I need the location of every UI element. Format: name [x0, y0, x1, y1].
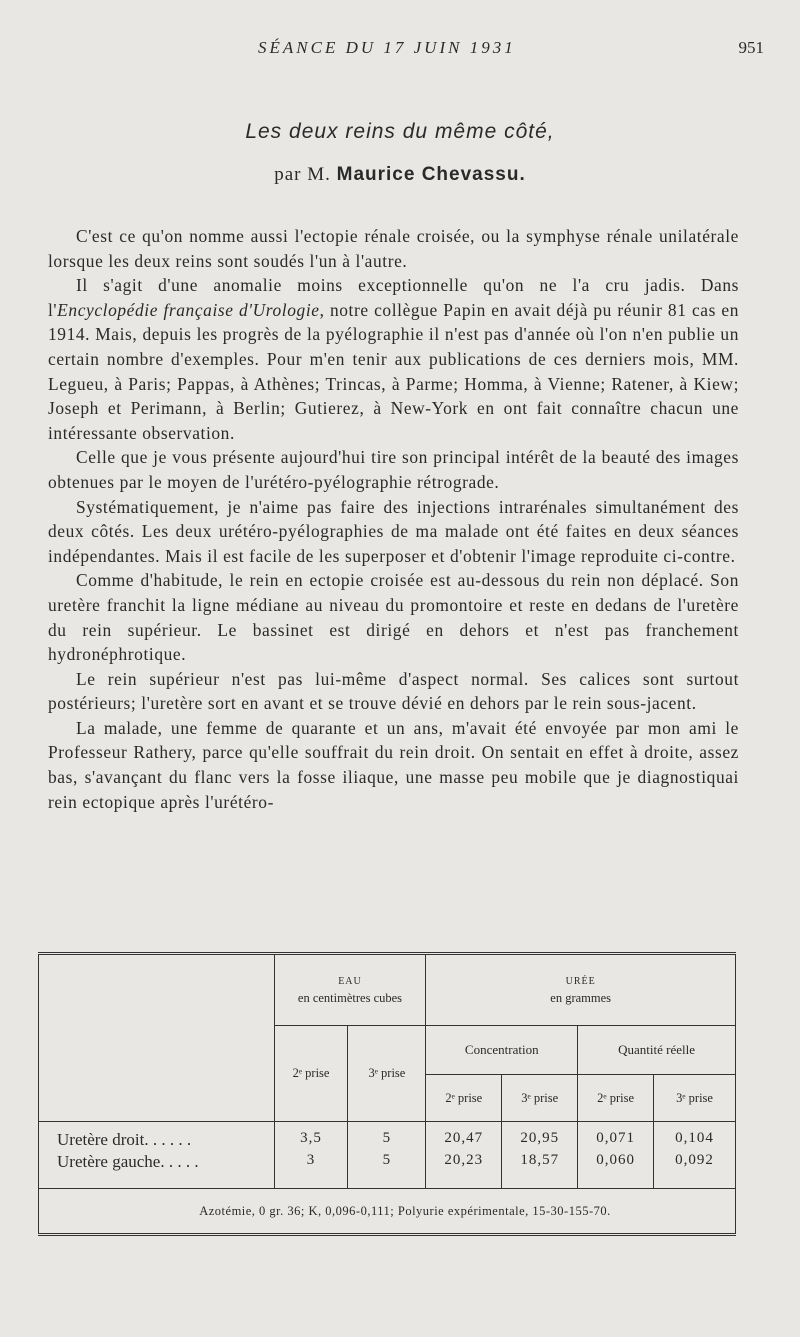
cell-quant-2: 0,060 [578, 1152, 654, 1174]
header-quant-prise2: 2ᵉ prise [578, 1075, 654, 1122]
header-uree [426, 954, 736, 1026]
paragraph-4: Systématiquement, je n'aime pas faire des injections intrarénales simultanément des deux côtés. Les deux urétéro-pyélographies de ma malade ont été faites en deux séances indépendantes. Mais il est facile de les superposer et d'obtenir l'image reproduite ci-contre. [48, 496, 739, 566]
table-pad-row [39, 1174, 736, 1189]
header-quant-prise3: 3ᵉ prise [654, 1075, 736, 1122]
table-footnote: Azotémie, 0 gr. 36; K, 0,096-0,111; Polyurie expérimentale, 15-30-155-70. [39, 1189, 736, 1235]
encyclopedia-title: Encyclopédie française d'Urologie [57, 299, 320, 320]
cell-eau-3: 5 [348, 1122, 426, 1153]
header-conc-prise2: 2ᵉ prise [426, 1075, 502, 1122]
results-table [38, 952, 736, 1236]
header-quantite: Quantité réelle [578, 1026, 736, 1075]
author-name: Maurice Chevassu. [336, 164, 526, 185]
header-eau-title: EAU [338, 976, 362, 987]
cell-eau-3: 5 [348, 1152, 426, 1174]
cell-conc-2: 20,47 [426, 1122, 502, 1153]
paragraph-3: Celle que je vous présente aujourd'hui tire son principal intérêt de la beauté des images obtenues par le moyen de l'urétéro-pyélographie rétrograde. [48, 447, 739, 492]
article-title: Les deux reins du même côté, [245, 120, 555, 143]
paragraph-2 [48, 273, 739, 445]
table-row [39, 1122, 736, 1153]
row-label: Uretère gauche. . . . . [39, 1152, 275, 1174]
header-eau [274, 954, 426, 1026]
header-blank-cell [39, 954, 275, 1122]
article-body [48, 224, 739, 814]
results-table-wrap [38, 952, 736, 1242]
cell-eau-2: 3 [274, 1152, 348, 1174]
header-eau-prise3: 3ᵉ prise [348, 1026, 426, 1122]
paragraph-2-text-a: Il s'agit d'une anomalie moins exceptionnelle qu'on ne l'a cru jadis. Dans l' [48, 275, 739, 320]
header-eau-prise2: 2ᵉ prise [274, 1026, 348, 1122]
row-label: Uretère droit. . . . . . [39, 1122, 275, 1153]
running-head [0, 38, 800, 62]
cell-conc-2: 20,23 [426, 1152, 502, 1174]
cell-conc-3: 18,57 [502, 1152, 578, 1174]
page-number: 951 [738, 38, 764, 57]
table-row [39, 1152, 736, 1174]
cell-quant-3: 0,092 [654, 1152, 736, 1174]
header-uree-sub: en grammes [550, 991, 612, 1005]
paragraph-6: Le rein supérieur n'est pas lui-même d'aspect normal. Ses calices sont surtout postérieurs; l'uretère sort en avant et se trouve dévié en dehors par le rein sous-jacent. [48, 668, 739, 714]
paragraph-2-text-b: , notre collègue Papin en avait déjà pu réunir 81 cas en 1914. Mais, depuis les progrès de la pyélographie il n'est pas d'année où l'on n'en publie un certain nombre d'exemples. Pour m'en tenir aux publications de ces derniers mois, MM. Legueu, à Paris; Pappas, à Athènes; Trincas, à Parme; Homma, à Vienne; Ratener, à Kiew; Joseph et Perimann, à Berlin; Gutierez, à New-York en ont fait connaître chacun une intéressante observation. [48, 299, 739, 443]
header-uree-title: URÉE [565, 976, 596, 987]
running-head-title: SÉANCE DU 17 JUIN 1931 [258, 38, 516, 57]
paragraph-1: C'est ce qu'on nomme aussi l'ectopie rénale croisée, ou la symphyse rénale unilatérale lorsque les deux reins sont soudés l'un à l'autre. [48, 226, 739, 271]
cell-conc-3: 20,95 [502, 1122, 578, 1153]
header-conc-prise3: 3ᵉ prise [502, 1075, 578, 1122]
paragraph-5: Comme d'habitude, le rein en ectopie croisée est au-dessous du rein non déplacé. Son uretère franchit la ligne médiane au niveau du promontoire et reste en dedans de l'uretère du rein supérieur. Le bassinet est dirigé en dehors et n'est pas franchement hydronéphrotique. [48, 570, 739, 665]
table-footnote-row [39, 1189, 736, 1235]
cell-quant-2: 0,071 [578, 1122, 654, 1153]
cell-quant-3: 0,104 [654, 1122, 736, 1153]
paragraph-7: La malade, une femme de quarante et un ans, m'avait été envoyée par mon ami le Professeur Rathery, parce qu'elle souffrait du rein droit. On sentait en effet à droite, assez bas, s'avançant du flanc vers la fosse iliaque, une masse peu mobile que je diagnostiquai rein ectopique après l'urétéro- [48, 717, 739, 812]
header-concentration: Concentration [426, 1026, 578, 1075]
header-eau-sub: en centimètres cubes [297, 991, 403, 1005]
byline-prefix: par M. [274, 164, 331, 185]
byline [0, 164, 800, 186]
cell-eau-2: 3,5 [274, 1122, 348, 1153]
